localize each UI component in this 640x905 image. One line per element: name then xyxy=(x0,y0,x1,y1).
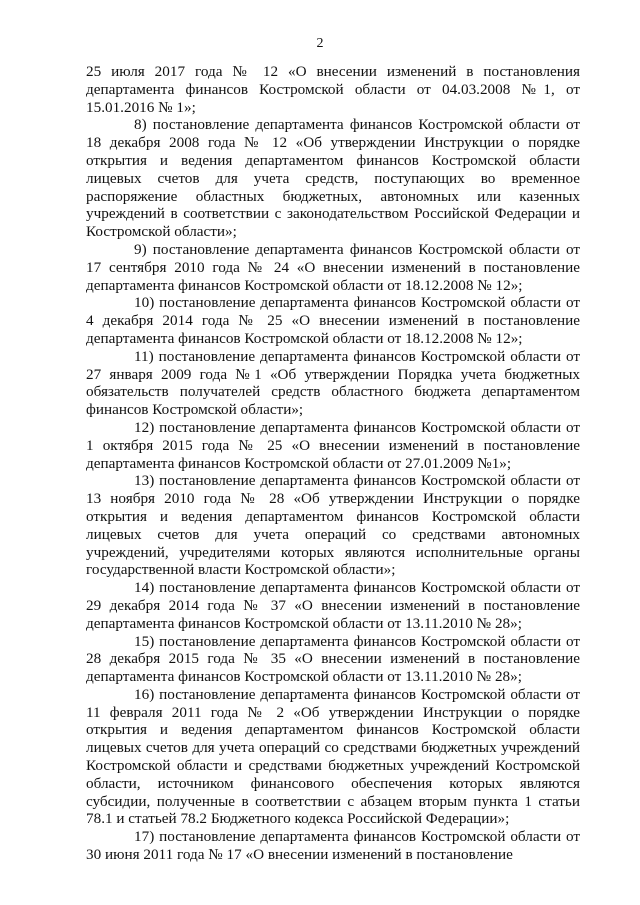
document-body xyxy=(86,63,580,864)
paragraph-item-12: 12) постановление департамента финансов Костромской области от 1 октября 2015 года № 25 «О внесении изменений в постановление департамента финансов Костромской области от 27.01.2009 №1»; xyxy=(86,418,580,472)
paragraph-item-13: 13) постановление департамента финансов Костромской области от 13 ноября 2010 года № 28 «Об утверждении Инструкции о порядке открытия и ведения департаментом финансов Костромской области лицевых счетов для учета операций со средствами автономных учреждений, учредителями которых являются исполнительные органы государственной власти Костромской области»; xyxy=(86,472,580,579)
paragraph-item-10: 10) постановление департамента финансов Костромской области от 4 декабря 2014 года № 25 «О внесении изменений в постановление департамента финансов Костромской области от 18.12.2008 № 12»; xyxy=(86,294,580,347)
paragraph-item-11: 11) постановление департамента финансов Костромской области от 27 января 2009 года №1 «Об утверждении Порядка учета бюджетных обязательств получателей средств областного бюджета департаментом финансов Костромской области»; xyxy=(86,347,580,419)
paragraph-item-8: 8) постановление департамента финансов Костромской области от 18 декабря 2008 года № 12 «Об утверждении Инструкции о порядке открытия и ведения департаментом финансов Костромской области лицевых счетов для учета средств, поступающих во временное распоряжение областных бюджетных, автономных или казенных учреждений в соответствии с законодательством Российской Федерации и Костромской области»; xyxy=(86,116,580,241)
paragraph-item-14: 14) постановление департамента финансов Костромской области от 29 декабря 2014 года № 37 «О внесении изменений в постановление департамента финансов Костромской области от 13.11.2010 № 28»; xyxy=(86,579,580,632)
paragraph-item-15: 15) постановление департамента финансов Костромской области от 28 декабря 2015 года № 35 «О внесении изменений в постановление департамента финансов Костромской области от 13.11.2010 № 28»; xyxy=(86,632,580,686)
paragraph-continuation: 25 июля 2017 года № 12 «О внесении изменений в постановления департамента финансов Костромской области от 04.03.2008 №1, от 15.01.2016 № 1»; xyxy=(86,63,580,116)
paragraph-item-17: 17) постановление департамента финансов Костромской области от 30 июня 2011 года № 17 «О внесении изменений в постановление xyxy=(86,828,580,864)
page-number: 2 xyxy=(316,36,324,51)
paragraph-item-9: 9) постановление департамента финансов Костромской области от 17 сентября 2010 года № 24 «О внесении изменений в постановление департамента финансов Костромской области от 18.12.2008 № 12»; xyxy=(86,240,580,294)
paragraph-item-16: 16) постановление департамента финансов Костромской области от 11 февраля 2011 года № 2 «Об утверждении Инструкции о порядке открытия и ведения департаментом финансов Костромской области лицевых счетов для учета операций со средствами бюджетных учреждений Костромской области и средствами бюджетных учреждений Костромской области, источником финансового обеспечения которых являются субсидии, полученные в соответствии с абзацем вторым пункта 1 статьи 78.1 и статьей 78.2 Бюджетного кодекса Российской Федерации»; xyxy=(86,685,580,828)
